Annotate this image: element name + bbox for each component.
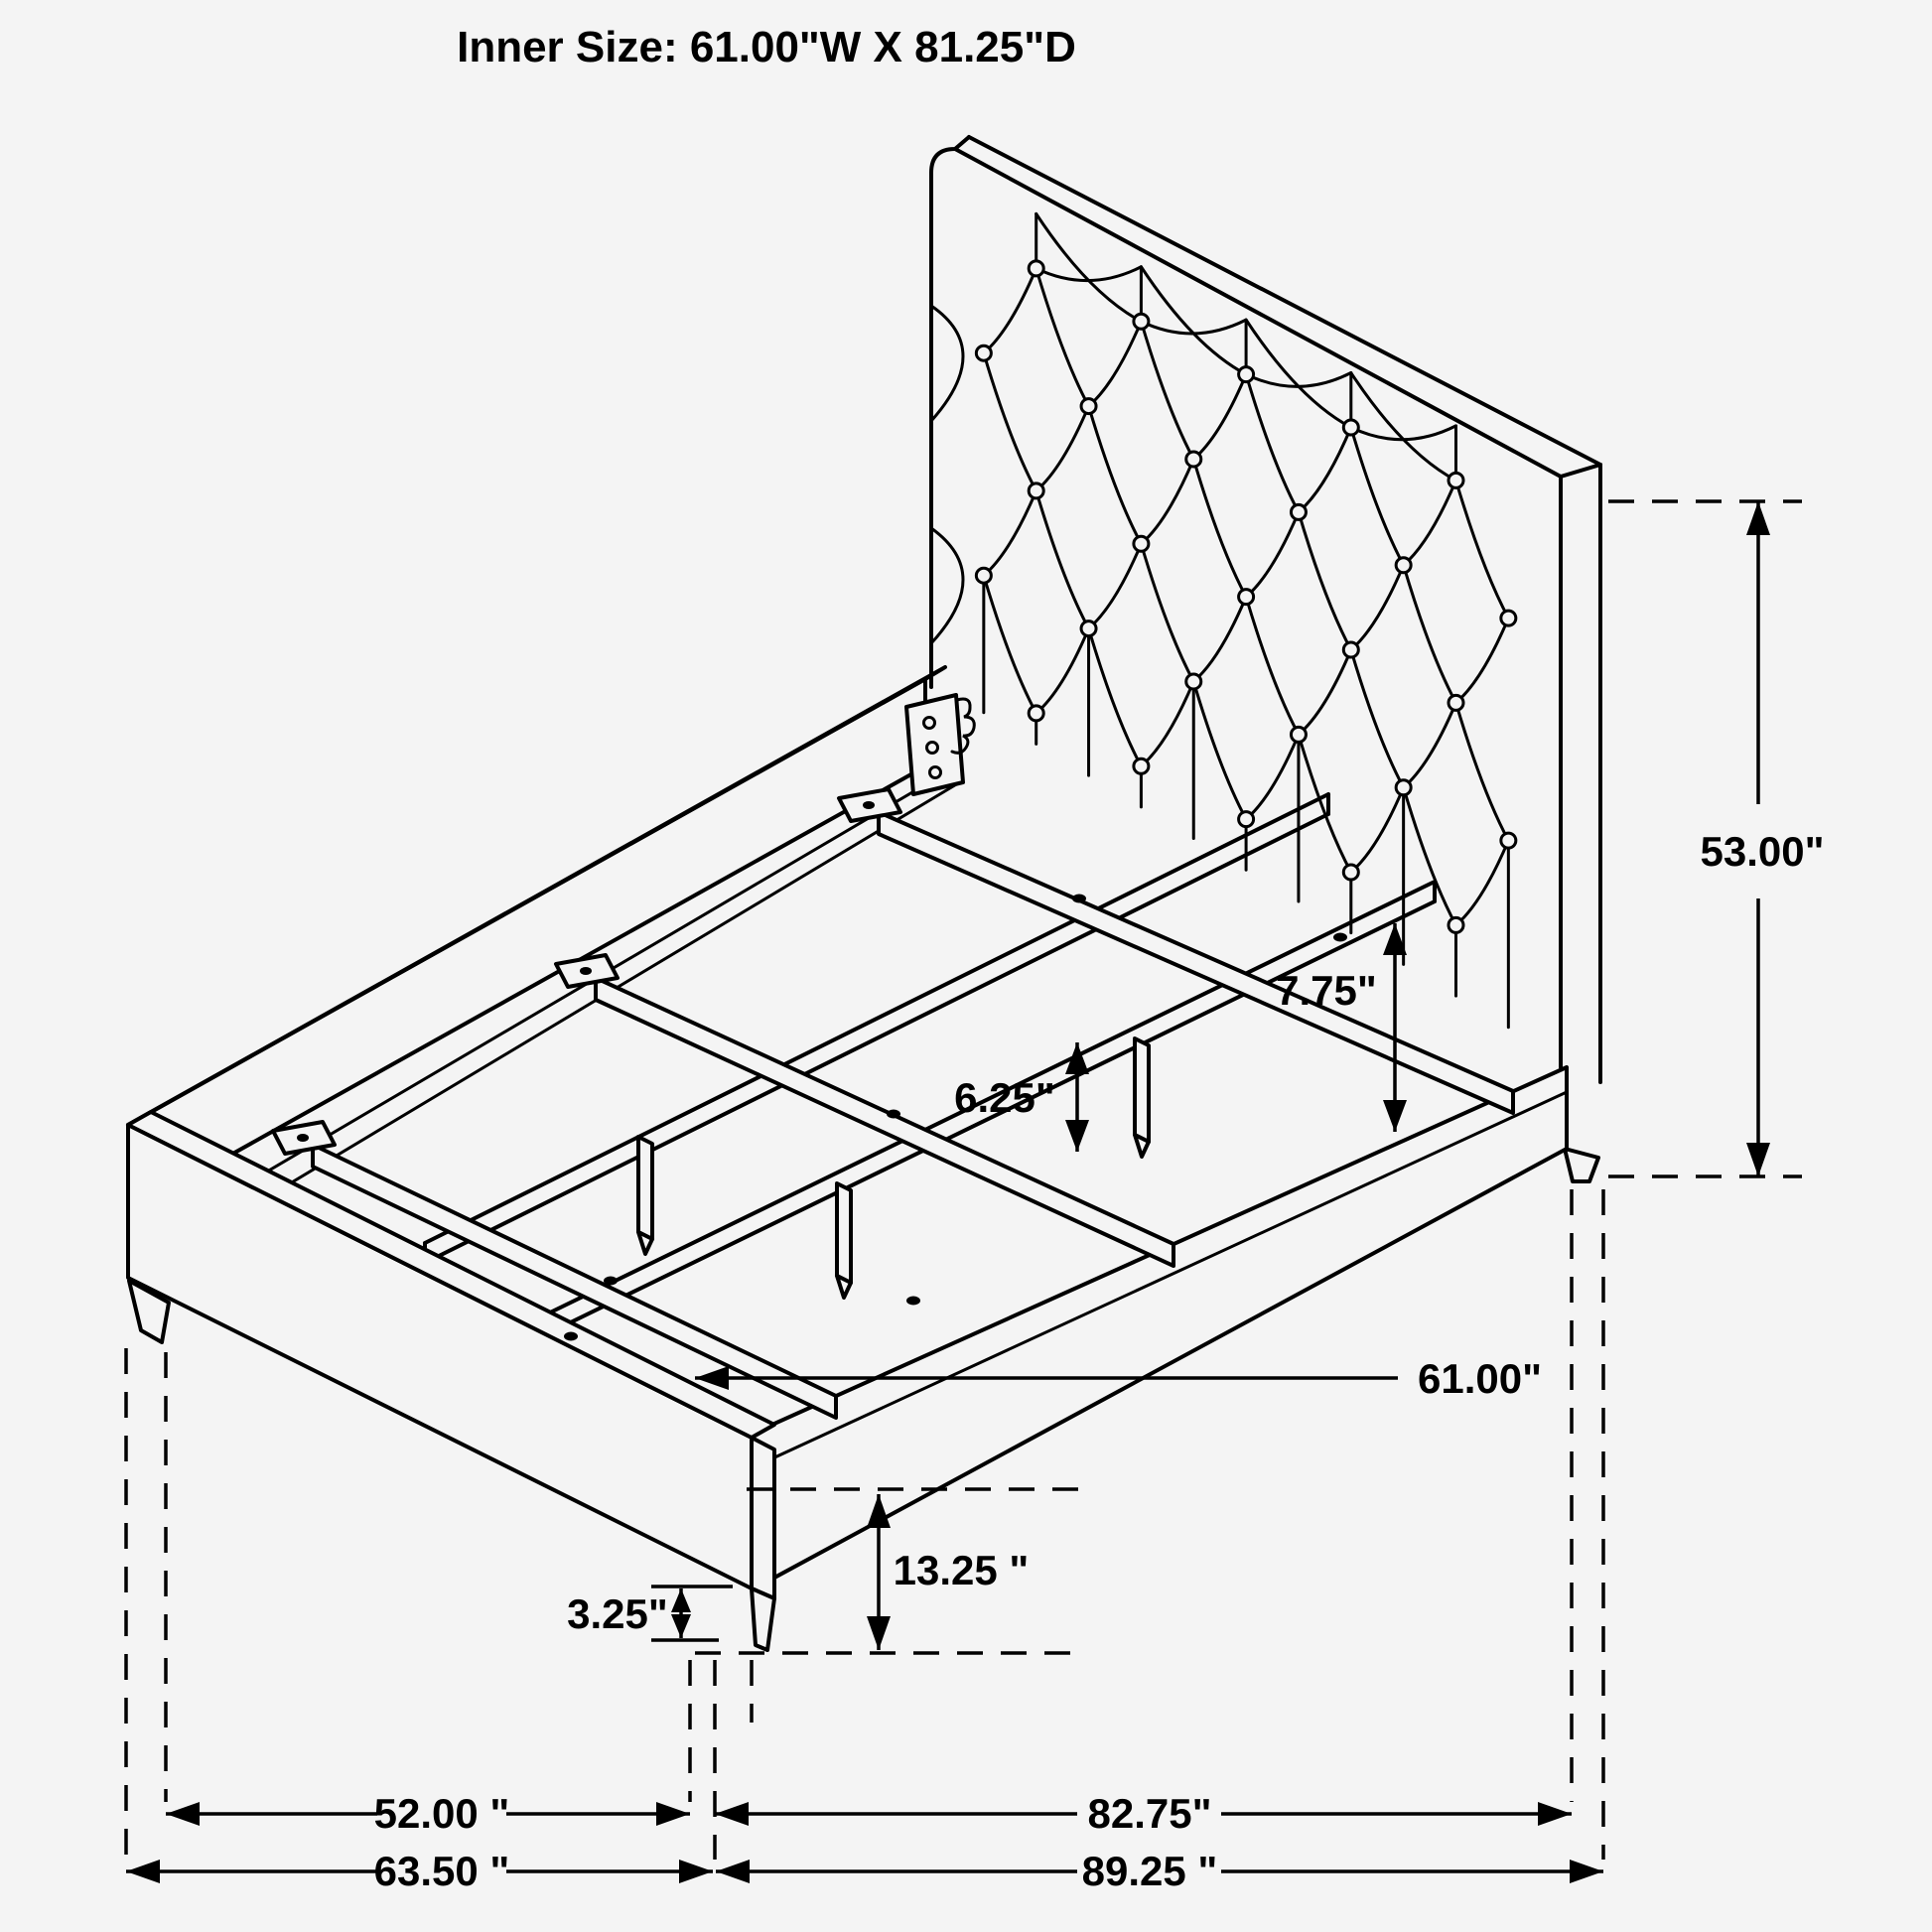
tufting-button [1186,674,1201,689]
tufting-button [1239,812,1254,827]
tufting-button [1501,611,1516,625]
tufting-button [1343,865,1358,880]
foot-leg [752,1588,774,1650]
tufting-button [1396,780,1411,795]
tufting-button [1501,833,1516,848]
dim-label-center-leg-height: 6.25" [954,1074,1055,1121]
dim-overall-depth [716,1848,1603,1894]
dim-label-overall-depth: 89.25 " [1081,1848,1218,1894]
foot-rail [128,1112,774,1650]
tufting-button [1449,695,1463,710]
dim-overall-width [126,1848,713,1894]
tufting-button [1449,473,1463,487]
tufting-button [1343,420,1358,435]
dim-label-inner-width: 61.00" [1418,1355,1543,1402]
dim-label-headboard-height: 53.00" [1700,828,1825,875]
tufting-button [1081,399,1096,414]
dim-label-overall-width: 63.50 " [373,1848,510,1894]
tufting-button [1239,590,1254,605]
tufting-button [1396,558,1411,573]
dim-label-foot-leg-height: 3.25" [567,1590,668,1637]
dim-frame-height [867,1494,1029,1650]
left-side-rail [128,667,958,1235]
dim-label-front-width: 52.00 " [373,1790,510,1837]
tufting-button [1291,504,1306,519]
tufting-button [1029,483,1043,498]
tufting-button [976,568,991,583]
headboard [931,137,1600,1181]
dim-label-rail-drop: 7.75" [1276,967,1377,1014]
tufting-button [1029,261,1043,276]
tufting-button [1291,727,1306,742]
tufting-button [1134,536,1149,551]
tufting-button [1081,621,1096,636]
support-leg [638,1137,652,1254]
tufting-button [1343,642,1358,657]
headboard-leg [1565,1149,1598,1181]
dim-headboard-height [1700,501,1824,1176]
tufting-button [1239,367,1254,382]
tufting-button [1029,706,1043,721]
dim-label-frame-height: 13.25 " [893,1547,1030,1593]
tufting-button [1134,759,1149,773]
tufting-button [1134,314,1149,329]
support-leg [1135,1038,1149,1157]
mounting-bracket [906,695,974,794]
support-leg [837,1183,851,1298]
dim-side-depth [715,1790,1572,1837]
tufting-button [1449,917,1463,932]
dim-label-side-depth: 82.75" [1087,1790,1212,1837]
slat [839,789,1513,1113]
tufting-button [976,345,991,360]
dim-front-width [166,1790,690,1837]
dim-foot-leg-height [567,1587,733,1640]
right-side-rail [735,1067,1567,1589]
tufting-button [1186,452,1201,467]
diagram-title: Inner Size: 61.00"W X 81.25"D [457,23,1076,71]
